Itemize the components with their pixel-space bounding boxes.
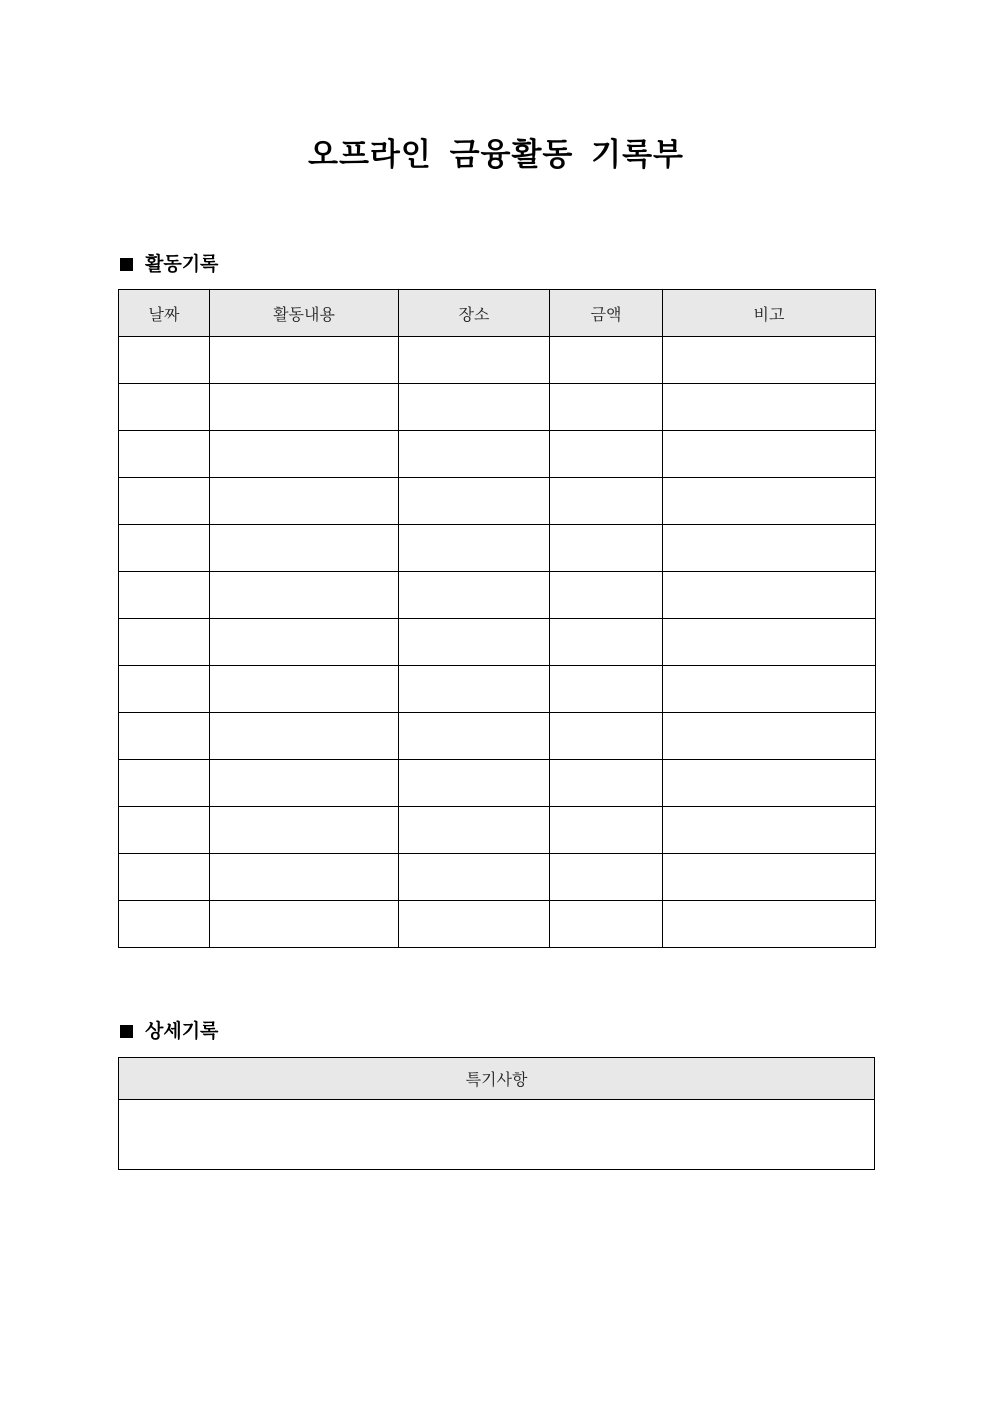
detail-table bbox=[118, 1057, 875, 1170]
activity-cell[interactable] bbox=[210, 572, 399, 619]
activity-cell[interactable] bbox=[210, 384, 399, 431]
column-header-amount: 금액 bbox=[550, 290, 663, 337]
date-cell[interactable] bbox=[119, 384, 210, 431]
special-notes-cell[interactable] bbox=[119, 1100, 875, 1170]
note-cell[interactable] bbox=[663, 525, 876, 572]
amount-cell[interactable] bbox=[550, 384, 663, 431]
place-cell[interactable] bbox=[399, 619, 550, 666]
place-cell[interactable] bbox=[399, 854, 550, 901]
activity-cell[interactable] bbox=[210, 525, 399, 572]
date-cell[interactable] bbox=[119, 619, 210, 666]
column-header-note: 비고 bbox=[663, 290, 876, 337]
table-row bbox=[119, 572, 876, 619]
activity-cell[interactable] bbox=[210, 760, 399, 807]
note-cell[interactable] bbox=[663, 619, 876, 666]
amount-cell[interactable] bbox=[550, 525, 663, 572]
activity-cell[interactable] bbox=[210, 854, 399, 901]
amount-cell[interactable] bbox=[550, 854, 663, 901]
place-cell[interactable] bbox=[399, 337, 550, 384]
amount-cell[interactable] bbox=[550, 713, 663, 760]
date-cell[interactable] bbox=[119, 431, 210, 478]
activity-cell[interactable] bbox=[210, 478, 399, 525]
amount-cell[interactable] bbox=[550, 431, 663, 478]
note-cell[interactable] bbox=[663, 807, 876, 854]
place-cell[interactable] bbox=[399, 525, 550, 572]
amount-cell[interactable] bbox=[550, 901, 663, 948]
activity-cell[interactable] bbox=[210, 807, 399, 854]
place-cell[interactable] bbox=[399, 760, 550, 807]
amount-cell[interactable] bbox=[550, 337, 663, 384]
table-row bbox=[119, 901, 876, 948]
date-cell[interactable] bbox=[119, 337, 210, 384]
column-header-activity: 활동내용 bbox=[210, 290, 399, 337]
column-header-date: 날짜 bbox=[119, 290, 210, 337]
table-row bbox=[119, 760, 876, 807]
amount-cell[interactable] bbox=[550, 760, 663, 807]
table-row bbox=[119, 666, 876, 713]
activity-table-header-row bbox=[119, 290, 876, 337]
table-row bbox=[119, 478, 876, 525]
place-cell[interactable] bbox=[399, 478, 550, 525]
note-cell[interactable] bbox=[663, 572, 876, 619]
activity-cell[interactable] bbox=[210, 337, 399, 384]
amount-cell[interactable] bbox=[550, 572, 663, 619]
amount-cell[interactable] bbox=[550, 666, 663, 713]
note-cell[interactable] bbox=[663, 760, 876, 807]
table-row bbox=[119, 854, 876, 901]
place-cell[interactable] bbox=[399, 807, 550, 854]
note-cell[interactable] bbox=[663, 478, 876, 525]
table-row bbox=[119, 337, 876, 384]
table-row bbox=[119, 619, 876, 666]
place-cell[interactable] bbox=[399, 901, 550, 948]
table-row bbox=[119, 525, 876, 572]
activity-table bbox=[118, 289, 876, 948]
date-cell[interactable] bbox=[119, 525, 210, 572]
date-cell[interactable] bbox=[119, 854, 210, 901]
note-cell[interactable] bbox=[663, 431, 876, 478]
amount-cell[interactable] bbox=[550, 478, 663, 525]
note-cell[interactable] bbox=[663, 666, 876, 713]
place-cell[interactable] bbox=[399, 666, 550, 713]
table-row bbox=[119, 431, 876, 478]
place-cell[interactable] bbox=[399, 384, 550, 431]
column-header-special-notes: 특기사항 bbox=[119, 1058, 875, 1100]
date-cell[interactable] bbox=[119, 807, 210, 854]
date-cell[interactable] bbox=[119, 760, 210, 807]
place-cell[interactable] bbox=[399, 713, 550, 760]
amount-cell[interactable] bbox=[550, 807, 663, 854]
detail-section-heading bbox=[118, 1018, 218, 1044]
note-cell[interactable] bbox=[663, 384, 876, 431]
activity-section-heading bbox=[118, 251, 218, 277]
column-header-place: 장소 bbox=[399, 290, 550, 337]
table-row bbox=[119, 384, 876, 431]
document-title: 오프라인 금융활동 기록부 bbox=[308, 137, 684, 173]
activity-cell[interactable] bbox=[210, 713, 399, 760]
activity-cell[interactable] bbox=[210, 431, 399, 478]
square-bullet-icon bbox=[120, 1025, 133, 1038]
place-cell[interactable] bbox=[399, 431, 550, 478]
table-row bbox=[119, 807, 876, 854]
note-cell[interactable] bbox=[663, 901, 876, 948]
amount-cell[interactable] bbox=[550, 619, 663, 666]
note-cell[interactable] bbox=[663, 337, 876, 384]
activity-section-label: 활동기록 bbox=[145, 253, 219, 275]
activity-cell[interactable] bbox=[210, 901, 399, 948]
date-cell[interactable] bbox=[119, 666, 210, 713]
note-cell[interactable] bbox=[663, 713, 876, 760]
detail-table-row bbox=[119, 1100, 875, 1170]
detail-table-header-row bbox=[119, 1058, 875, 1100]
square-bullet-icon bbox=[120, 258, 133, 271]
date-cell[interactable] bbox=[119, 572, 210, 619]
date-cell[interactable] bbox=[119, 901, 210, 948]
place-cell[interactable] bbox=[399, 572, 550, 619]
activity-cell[interactable] bbox=[210, 666, 399, 713]
date-cell[interactable] bbox=[119, 713, 210, 760]
note-cell[interactable] bbox=[663, 854, 876, 901]
detail-section-label: 상세기록 bbox=[145, 1020, 219, 1042]
table-row bbox=[119, 713, 876, 760]
date-cell[interactable] bbox=[119, 478, 210, 525]
activity-cell[interactable] bbox=[210, 619, 399, 666]
